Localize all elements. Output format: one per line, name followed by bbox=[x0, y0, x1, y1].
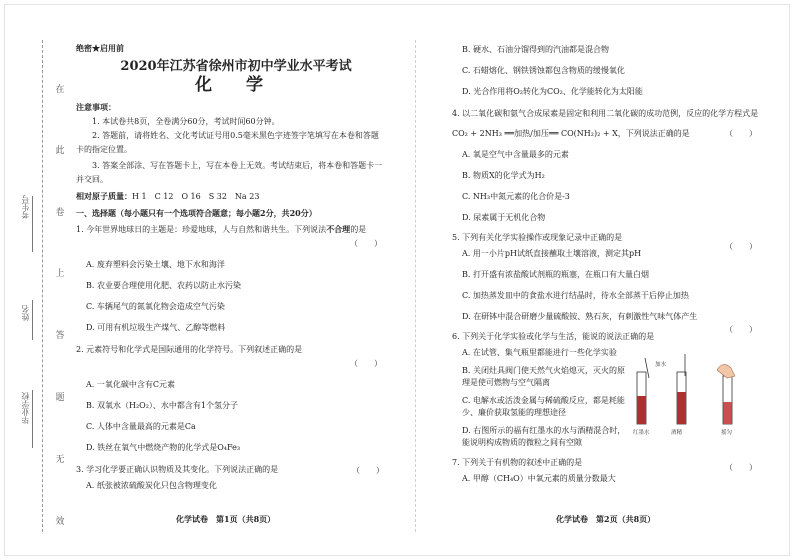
seal-char: 无 bbox=[55, 455, 65, 465]
binding-strip bbox=[0, 0, 48, 560]
seal-char: 效 bbox=[55, 517, 65, 527]
answer-bracket: （ ） bbox=[350, 239, 382, 248]
q3-option-c: C. 石蜡熔化、钢铁锈蚀都包含物质的缓慢氧化 bbox=[462, 66, 625, 75]
note-2: 2. 答题前，请将姓名、文化考试证号用0.5毫米黑色字迹签字笔填写在本卷和答题 bbox=[92, 131, 379, 140]
binding-dashed-line bbox=[42, 40, 43, 532]
q5-option-b: B. 打开盛有浓盐酸试剂瓶的瓶塞，在瓶口有大量白烟 bbox=[462, 270, 649, 279]
question-4: 4. 以二氧化碳和氨气合成尿素是固定和利用二氧化碳的成功范例，反应的化学方程式是 bbox=[452, 109, 759, 118]
field-exam-number: 考生号 bbox=[21, 195, 30, 219]
question-6: 6. 下列关于化学实验或化学与生活，能说的说法正确的是 bbox=[452, 332, 655, 341]
answer-bracket: （ ） bbox=[352, 466, 384, 475]
field-school-line bbox=[32, 390, 33, 448]
figure-label: 酒精 bbox=[671, 430, 683, 436]
section-1-heading: 一、选择题（每小题只有一个选项符合题意；每小题2分，共20分） bbox=[76, 208, 317, 218]
q1-option-a: A. 废弃塑料会污染土壤、地下水和海洋 bbox=[86, 260, 225, 269]
q5-option-c: C. 加热蒸发皿中的食盐水进行结晶时，待水全部蒸干后停止加热 bbox=[462, 291, 689, 300]
seal-char: 此 bbox=[55, 146, 65, 156]
question-3: 3. 学习化学要正确认识物质及其变化。下列说法正确的是 bbox=[76, 465, 279, 474]
column-divider bbox=[415, 40, 416, 532]
q2-option-d: D. 铁丝在氧气中燃烧产物的化学式是O₄Fe₃ bbox=[86, 443, 241, 452]
question-7: 7. 下列关于有机物的叙述中正确的是 bbox=[452, 458, 583, 467]
q5-option-d: D. 在研钵中混合研磨少量硫酸铵、熟石灰，有刺激性气味气体产生 bbox=[462, 312, 698, 321]
q1-option-c: C. 车辆尾气的氮氧化物会造成空气污染 bbox=[86, 302, 225, 311]
q4-option-b: B. 物质X的化学式为H₂ bbox=[462, 171, 545, 180]
seal-char: 卷 bbox=[55, 208, 65, 218]
mixing-experiment-figure bbox=[625, 352, 755, 444]
q2-option-a: A. 一氧化碳中含有C元素 bbox=[86, 380, 175, 389]
question-1-emphasis: 不合理 bbox=[326, 224, 351, 234]
question-1-end: 的是 bbox=[350, 225, 367, 234]
figure-label: 红墨水 bbox=[633, 430, 650, 436]
exam-title: 2020年江苏省徐州市初中学业水平考试 bbox=[120, 59, 352, 74]
question-1 bbox=[76, 223, 396, 236]
q2-option-c: C. 人体中含量最高的元素是Ca bbox=[86, 422, 196, 431]
field-name: 姓名 bbox=[21, 305, 30, 321]
seal-char: 上 bbox=[55, 269, 65, 279]
field-school: 毕业学校 bbox=[21, 392, 30, 424]
q1-option-b: B. 农业要合理使用化肥、农药以防止水污染 bbox=[86, 281, 241, 290]
note-1: 1. 本试卷共8页，全卷满分60分，考试时间60分钟。 bbox=[92, 117, 280, 126]
note-3-cont: 并交回。 bbox=[76, 175, 108, 184]
q6-option-d: D. 右图所示的福有红墨水的水与酒精混合时，能说明构成物质的微粒之间有空隙 bbox=[462, 426, 626, 447]
q4-option-a: A. 氧是空气中含量最多的元素 bbox=[462, 150, 569, 159]
question-1-text: 1. 今年世界地球日的主题是：珍爱地球，人与自然和谐共生。下列说法 bbox=[76, 225, 327, 234]
q3-option-d: D. 光合作用将O₂转化为CO₂、化学能转化为太阳能 bbox=[462, 87, 643, 96]
q6-option-a: A. 在试管、集气瓶里都能进行一些化学实验 bbox=[462, 348, 617, 357]
q5-option-a: A. 用一小片pH试纸直接蘸取土壤溶液，测定其pH bbox=[462, 249, 642, 258]
q4-option-d: D. 尿素属于无机化合物 bbox=[462, 213, 546, 222]
atomic-mass bbox=[76, 190, 396, 203]
q6-option-b: B. 关闭灶具阀门使天然气火焰熄灭，灭火的原理是使可燃物与空气隔离 bbox=[462, 366, 625, 387]
seal-char: 在 bbox=[55, 85, 65, 95]
answer-bracket: （ ） bbox=[725, 325, 757, 334]
note-3: 3. 答案全部涂、写在答题卡上，写在本卷上无效。考试结束后，将本卷和答题卡一 bbox=[92, 161, 383, 170]
question-5: 5. 下列有关化学实验操作或现象记录中正确的是 bbox=[452, 233, 623, 242]
page-footer-right: 化学试卷 第2页（共8页） bbox=[556, 514, 656, 524]
answer-bracket: （ ） bbox=[725, 463, 757, 472]
answer-bracket: （ ） bbox=[725, 242, 757, 251]
field-exam-number-line bbox=[32, 196, 33, 252]
seal-char: 题 bbox=[55, 393, 65, 403]
left-column bbox=[76, 42, 396, 492]
field-name-line bbox=[32, 300, 33, 340]
figure-label: 摇匀 bbox=[721, 430, 733, 436]
atomic-mass-label: 相对原子质量： bbox=[76, 191, 132, 201]
page-footer-left: 化学试卷 第1页（共8页） bbox=[176, 514, 276, 524]
q7-option-a: A. 甲醇（CH₄O）中氧元素的质量分数最大 bbox=[462, 474, 616, 483]
notes-heading: 注意事项： bbox=[76, 102, 116, 112]
subject-title: 化 学 bbox=[195, 75, 277, 95]
atomic-mass-values: H 1 C 12 O 16 S 32 Na 23 bbox=[132, 192, 260, 201]
answer-bracket: （ ） bbox=[350, 359, 382, 368]
note-2-cont: 卡的指定位置。 bbox=[76, 145, 132, 154]
q2-option-b: B. 双氧水（H₂O₂）、水中都含有1个氢分子 bbox=[86, 401, 239, 410]
secret-label: 绝密★启用前 bbox=[76, 43, 124, 53]
question-2: 2. 元素符号和化学式是国际通用的化学符号。下列叙述正确的是 bbox=[76, 345, 303, 354]
figure-label: 加水 bbox=[655, 362, 667, 368]
q6-option-c: C. 电解水或活泼金属与稀硫酸反应，都是耗能少、廉价获取氢能的理想途径 bbox=[462, 396, 625, 417]
seal-char: 答 bbox=[55, 331, 65, 341]
question-4-equation: CO₂ + 2NH₃ ══加热/加压══ CO(NH₂)₂ + X，下列说法正确的是 bbox=[452, 129, 690, 138]
q3-option-b: B. 硬水、石油分馏得到的汽油都是混合物 bbox=[462, 45, 609, 54]
q1-option-d: D. 可用有机垃圾生产煤气、乙醇等燃料 bbox=[86, 323, 226, 332]
answer-bracket: （ ） bbox=[725, 129, 757, 138]
q4-option-c: C. NH₃中氮元素的化合价是-3 bbox=[462, 192, 570, 201]
q3-option-a: A. 纸张被浓硫酸炭化只包含物理变化 bbox=[86, 481, 217, 490]
